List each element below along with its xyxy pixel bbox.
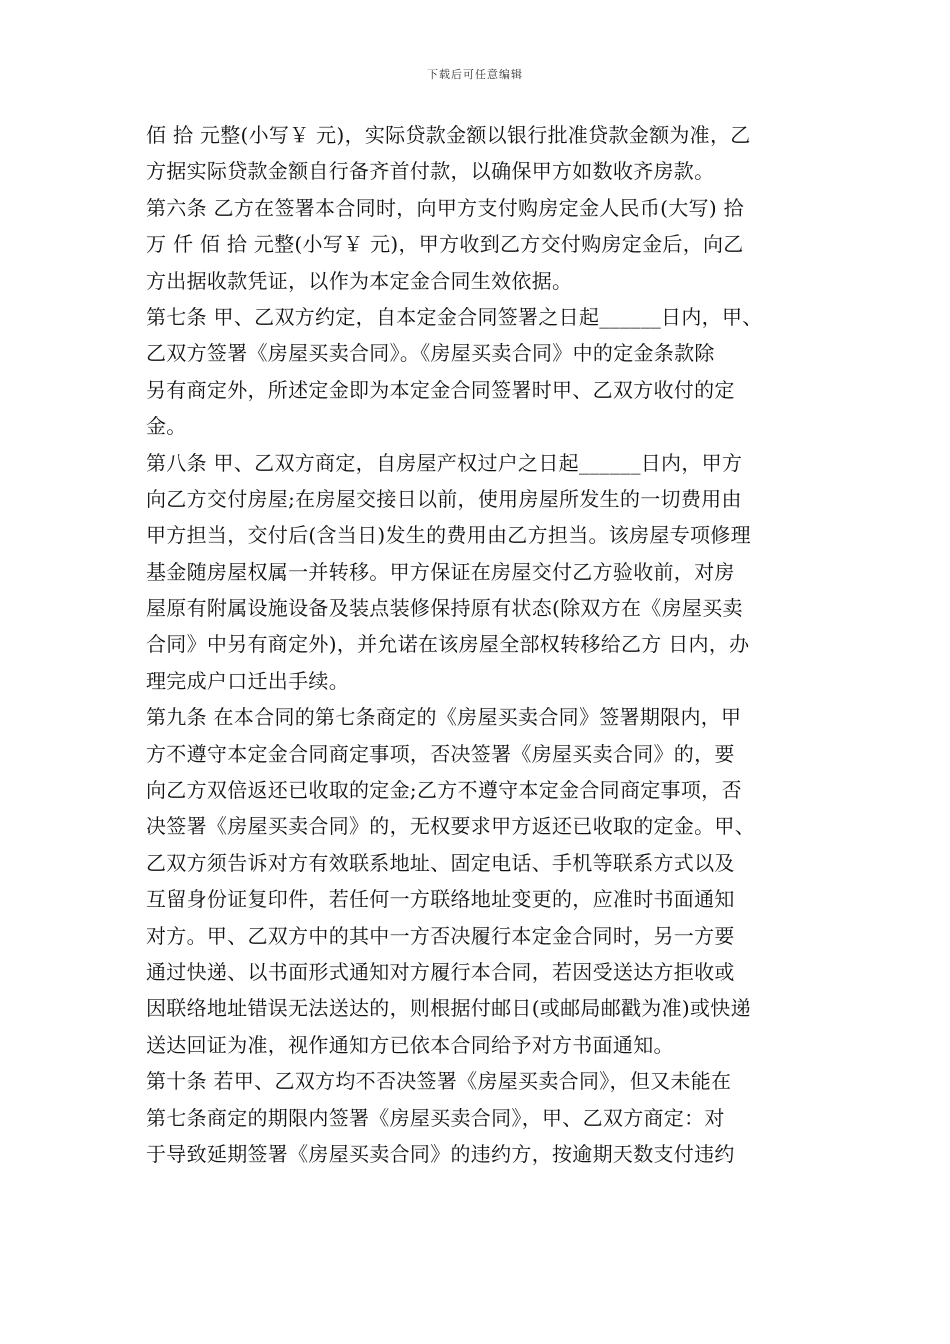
- document-line: 第六条 乙方在签署本合同时，向甲方支付购房定金人民币(大写) 拾: [146, 195, 744, 220]
- document-line: 方出据收款凭证，以作为本定金合同生效依据。: [146, 268, 573, 293]
- document-line: 互留身份证复印件，若任何一方联络地址变更的，应准时书面通知: [146, 887, 735, 912]
- document-line: 理完成户口迁出手续。: [146, 668, 349, 693]
- document-line: 送达回证为准，视作通知方已依本合同给予对方书面通知。: [146, 1032, 674, 1057]
- document-line: 甲方担当，交付后(含当日)发生的费用由乙方担当。该房屋专项修理: [146, 523, 751, 548]
- document-line: 第八条 甲、乙双方商定，自房屋产权过户之日起______日内，甲方: [146, 450, 743, 475]
- document-line: 第九条 在本合同的第七条商定的《房屋买卖合同》签署期限内，甲: [146, 705, 742, 730]
- document-line: 屋原有附属设施设备及装点装修保持原有状态(除双方在《房屋买卖: [146, 596, 743, 621]
- document-line: 万 仟 佰 拾 元整(小写￥ 元)，甲方收到乙方交付购房定金后，向乙: [146, 232, 744, 257]
- document-line: 向乙方交付房屋;在房屋交接日以前，使用房屋所发生的一切费用由: [146, 486, 742, 511]
- document-line: 基金随房屋权属一并转移。甲方保证在房屋交付乙方验收前，对房: [146, 559, 735, 584]
- document-line: 方据实际贷款金额自行备齐首付款，以确保甲方如数收齐房款。: [146, 159, 715, 184]
- document-body: [146, 117, 810, 1172]
- document-line: 对方。甲、乙双方中的其中一方否决履行本定金合同时，另一方要: [146, 923, 735, 948]
- document-line: 方不遵守本定金合同商定事项，否决签署《房屋买卖合同》的，要: [146, 741, 735, 766]
- document-line: 因联络地址错误无法送达的，则根据付邮日(或邮局邮戳为准)或快递: [146, 996, 751, 1021]
- document-line: 第七条 甲、乙双方约定，自本定金合同签署之日起______日内，甲、: [146, 304, 763, 329]
- document-line: 通过快递、以书面形式通知对方履行本合同，若因受送达方拒收或: [146, 959, 735, 984]
- document-line: 向乙方双倍返还已收取的定金;乙方不遵守本定金合同商定事项，否: [146, 778, 742, 803]
- document-line: 决签署《房屋买卖合同》的，无权要求甲方返还已收取的定金。甲、: [146, 814, 755, 839]
- download-note: 下载后可任意编辑: [427, 68, 523, 81]
- document-line: 乙双方签署《房屋买卖合同》。《房屋买卖合同》中的定金条款除: [146, 341, 715, 366]
- document-line: 乙双方须告诉对方有效联系地址、固定电话、手机等联系方式以及: [146, 850, 735, 875]
- document-line: 佰 拾 元整(小写￥ 元)，实际贷款金额以银行批准贷款金额为准，乙: [146, 123, 751, 147]
- document-line: 于导致延期签署《房屋买卖合同》的违约方，按逾期天数支付违约: [146, 1141, 735, 1166]
- document-line: 第十条 若甲、乙双方均不否决签署《房屋买卖合同》，但又未能在: [146, 1069, 732, 1094]
- document-line: 合同》中另有商定外)，并允诺在该房屋全部权转移给乙方 日内，办: [146, 632, 750, 657]
- document-line: 金。: [146, 414, 187, 439]
- document-line: 第七条商定的期限内签署《房屋买卖合同》，甲、乙双方商定：对: [146, 1105, 725, 1130]
- document-line: 另有商定外，所述定金即为本定金合同签署时甲、乙双方收付的定: [146, 377, 735, 402]
